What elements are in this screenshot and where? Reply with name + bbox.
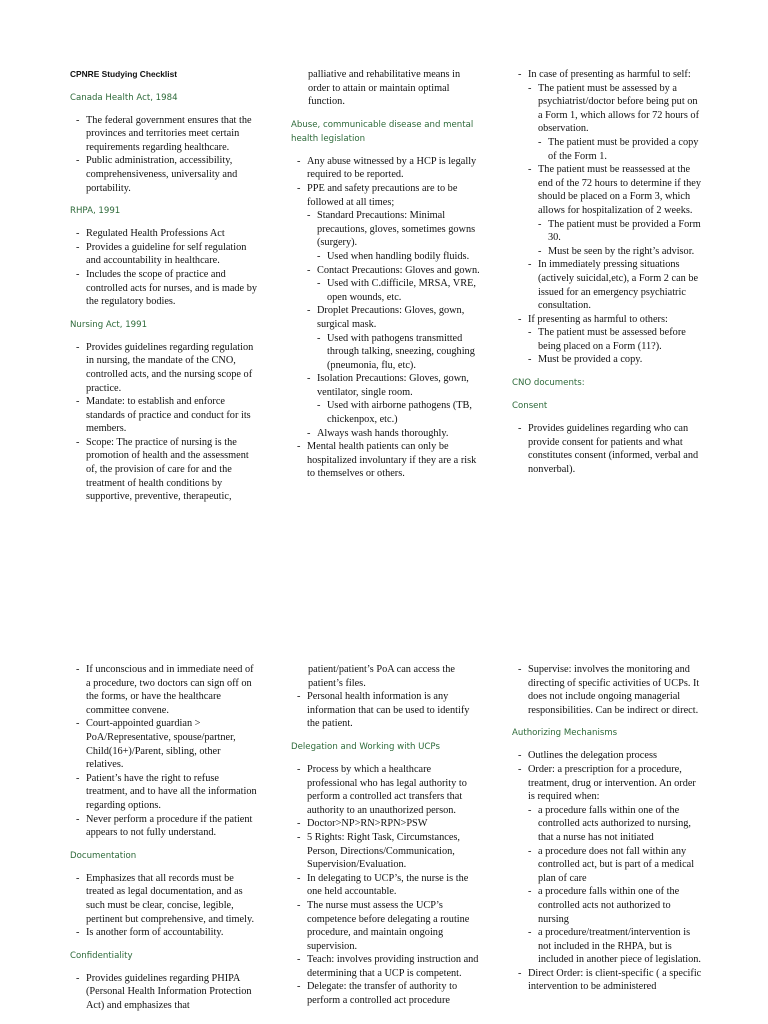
bullet-list: [76, 114, 260, 196]
dash-bullet-icon: -: [76, 772, 80, 784]
list-item-text: Direct Order: is client-specific ( a specific intervention to be administered: [528, 967, 702, 993]
dash-bullet-icon: -: [518, 313, 522, 325]
dash-bullet-icon: -: [76, 341, 80, 353]
dash-bullet-icon: -: [76, 114, 80, 126]
list-item: [518, 218, 702, 245]
list-item-text: Mandate: to establish and enforce standards of practice and conduct for its members.: [86, 396, 251, 435]
list-item-text: Any abuse witnessed by a HCP is legally required to be reported.: [307, 155, 477, 181]
bullet-list: [297, 763, 481, 1008]
dash-bullet-icon: -: [538, 136, 542, 148]
dash-bullet-icon: -: [297, 691, 301, 703]
bullet-list: [76, 341, 260, 504]
dash-bullet-icon: -: [76, 718, 80, 730]
list-item-text: Used when handling bodily fluids.: [327, 250, 470, 262]
dash-bullet-icon: -: [297, 899, 301, 911]
bullet-list: [297, 690, 481, 731]
list-item-text: Droplet Precautions: Gloves, gown, surgical mask.: [317, 305, 465, 330]
list-item: [76, 872, 260, 926]
list-item-text: Mental health patients can only be hospitalized involuntary if they are a risk to themselves or others.: [307, 441, 477, 480]
list-item: [76, 241, 260, 268]
list-item: [518, 258, 702, 312]
list-item: [518, 763, 702, 804]
list-item: [76, 114, 260, 155]
dash-bullet-icon: -: [317, 250, 321, 262]
dash-bullet-icon: -: [76, 228, 80, 240]
list-item: [297, 440, 481, 481]
list-item-text: a procedure falls within one of the controlled acts authorized to nursing, that a nurse has not initiated: [538, 804, 691, 843]
dash-bullet-icon: -: [297, 831, 301, 843]
list-item-text: The patient must be provided a copy of the Form 1.: [548, 136, 699, 162]
dash-bullet-icon: -: [518, 967, 522, 979]
list-item: [518, 82, 702, 136]
bullet-list: [76, 972, 260, 1013]
list-item: [518, 326, 702, 353]
list-item: [297, 831, 481, 872]
list-item: [518, 926, 702, 967]
list-item-text: Provides guidelines regarding PHIPA (Personal Health Information Protection Act) and emphasizes that: [86, 972, 252, 1011]
dash-bullet-icon: -: [297, 155, 301, 167]
list-item: [76, 717, 260, 771]
list-item: [297, 264, 481, 278]
bullet-list: [76, 663, 260, 840]
list-item-text: Never perform a procedure if the patient appears to not fully understand.: [86, 813, 253, 839]
dash-bullet-icon: -: [76, 972, 80, 984]
list-item-text: The patient must be provided a Form 30.: [548, 218, 701, 244]
list-item-text: Public administration, accessibility, comprehensiveness, universality and portability.: [86, 155, 238, 194]
list-item: [518, 245, 702, 259]
list-item: [297, 332, 481, 373]
list-item-text: 5 Rights: Right Task, Circumstances, Person, Directions/Communication, Supervision/Evaluation.: [307, 831, 460, 871]
section-heading-confidentiality: Confidentiality: [70, 950, 133, 961]
dash-bullet-icon: -: [76, 268, 80, 280]
page1-column-1: [70, 68, 260, 504]
list-item: [297, 427, 481, 441]
list-item-text: Process by which a healthcare professional who has legal authority to perform a controlled act transfers that authority to an unauthorized person.: [307, 763, 467, 816]
dash-bullet-icon: -: [297, 763, 301, 775]
list-item-text: PPE and safety precautions are to be followed at all times;: [307, 182, 458, 208]
list-item-text: Personal health information is any information that can be used to identify the patient.: [307, 691, 470, 730]
list-item: [518, 663, 702, 717]
list-item-text: In delegating to UCP’s, the nurse is the one held accountable.: [307, 872, 469, 898]
list-item-text: If unconscious and in immediate need of a procedure, two doctors can sign off on the forms, or have the healthcare committee convene.: [86, 664, 254, 716]
dash-bullet-icon: -: [297, 981, 301, 993]
list-item: [297, 304, 481, 331]
list-item: [76, 926, 260, 940]
section-heading-consent: Consent: [512, 401, 548, 412]
list-item-text: Isolation Precautions: Gloves, gown, ventilator, single room.: [317, 373, 469, 398]
list-item: [76, 227, 260, 241]
list-item-text: The nurse must assess the UCP’s competence before delegating a routine procedure, and maintain ongoing supervision.: [307, 899, 470, 952]
list-item-text: Delegate: the transfer of authority to perform a controlled act procedure: [307, 981, 458, 1007]
list-item-text: a procedure falls within one of the controlled acts not authorized to nursing: [538, 886, 680, 925]
nested-bullet-list: [297, 155, 481, 481]
section-heading-rhpa: RHPA, 1991: [70, 206, 121, 217]
list-item: [518, 136, 702, 163]
dash-bullet-icon: -: [307, 210, 311, 222]
section-heading-documentation: Documentation: [70, 850, 137, 861]
dash-bullet-icon: -: [76, 155, 80, 167]
list-item: [76, 436, 260, 504]
page1-column-3: [512, 68, 702, 476]
dash-bullet-icon: -: [76, 436, 80, 448]
page2-column-3: [512, 663, 702, 994]
nested-bullet-list: [518, 749, 702, 994]
dash-bullet-icon: -: [528, 259, 532, 271]
list-item: [518, 68, 702, 82]
list-item-text: a procedure does not fall within any controlled act, but is part of a medical plan of care: [538, 845, 695, 884]
dash-bullet-icon: -: [307, 427, 311, 439]
bullet-list: [518, 663, 702, 717]
list-item: [297, 250, 481, 264]
list-item-text: Supervise: involves the monitoring and directing of specific activities of UCPs. It does not include ongoing managerial responsibilities. Can be indirect or direct.: [528, 664, 700, 716]
document-title: CPNRE Studying Checklist: [70, 69, 178, 79]
list-item-text: Emphasizes that all records must be treated as legal documentation, and as such must be clear, concise, legible, pertinent but comprehensive, and timely.: [86, 872, 255, 925]
section-heading-cno-documents: CNO documents:: [512, 378, 585, 389]
list-item: [518, 353, 702, 367]
dash-bullet-icon: -: [518, 664, 522, 675]
list-item-text: Scope: The practice of nursing is the promotion of health and the assessment of, the provision of care for and the treatment of health conditions by supportive, preventive, therapeutic,: [86, 436, 249, 503]
list-item-text: In immediately pressing situations (actively suicidal,etc), a Form 2 can be issued for an emergency psychiatric consultation.: [538, 259, 699, 312]
list-item-text: Regulated Health Professions Act: [86, 228, 225, 240]
dash-bullet-icon: -: [297, 818, 301, 830]
continued-text: patient/patient’s PoA can access the patient’s files.: [308, 664, 455, 689]
continued-text: palliative and rehabilitative means in order to attain or maintain optimal function.: [308, 69, 461, 108]
dash-bullet-icon: -: [76, 872, 80, 884]
dash-bullet-icon: -: [297, 954, 301, 966]
dash-bullet-icon: -: [76, 396, 80, 408]
list-item-text: Used with pathogens transmitted through talking, sneezing, coughing (pneumonia, flu, etc).: [327, 332, 475, 371]
list-item-text: Provides guidelines regarding regulation in nursing, the mandate of the CNO, controlled acts, and the nursing scope of practice.: [86, 341, 254, 394]
page1-column-2: [291, 68, 481, 481]
section-heading-nursing-act: Nursing Act, 1991: [70, 319, 148, 330]
section-heading-delegation: Delegation and Working with UCPs: [291, 741, 440, 752]
list-item-text: If presenting as harmful to others:: [528, 313, 668, 325]
list-item: [518, 885, 702, 926]
list-item-text: Teach: involves providing instruction and determining that a UCP is competent.: [307, 954, 479, 979]
list-item: [76, 154, 260, 195]
bullet-list: [76, 227, 260, 309]
list-item: [297, 372, 481, 399]
list-item-text: Contact Precautions: Gloves and gown.: [317, 264, 480, 276]
dash-bullet-icon: -: [528, 927, 532, 939]
list-item: [76, 663, 260, 717]
dash-bullet-icon: -: [528, 327, 532, 339]
dash-bullet-icon: -: [518, 69, 522, 80]
dash-bullet-icon: -: [538, 218, 542, 230]
list-item-text: Patient’s have the right to refuse treatment, and to have all the information regarding options.: [86, 772, 257, 811]
dash-bullet-icon: -: [528, 354, 532, 366]
list-item-text: Always wash hands thoroughly.: [317, 427, 449, 439]
dash-bullet-icon: -: [528, 82, 532, 94]
list-item: [76, 268, 260, 309]
list-item-text: The patient must be assessed before being placed on a Form (11?).: [538, 327, 686, 352]
list-item: [297, 277, 481, 304]
list-item-text: The patient must be assessed by a psychiatrist/doctor before being put on a Form 1, which allows for 72 hours of observation.: [538, 82, 700, 135]
list-item: [518, 804, 702, 845]
list-item-text: In case of presenting as harmful to self:: [528, 69, 691, 80]
list-item: [518, 163, 702, 217]
list-item-text: Must be provided a copy.: [538, 354, 643, 366]
list-item-text: Provides guidelines regarding who can provide consent for patients and what constitutes consent (informed, verbal and nonverbal).: [528, 423, 699, 475]
list-item: [297, 155, 481, 182]
list-item-text: Used with C.difficile, MRSA, VRE, open wounds, etc.: [327, 278, 476, 303]
list-item: [297, 399, 481, 426]
dash-bullet-icon: -: [297, 182, 301, 194]
section-heading-abuse-legislation: Abuse, communicable disease and mental health legislation: [291, 119, 474, 144]
dash-bullet-icon: -: [528, 164, 532, 176]
dash-bullet-icon: -: [538, 245, 542, 257]
list-item-text: Includes the scope of practice and controlled acts for nurses, and is made by the regulatory bodies.: [86, 268, 257, 308]
dash-bullet-icon: -: [518, 750, 522, 762]
dash-bullet-icon: -: [528, 804, 532, 816]
list-item-text: The federal government ensures that the provinces and territories meet certain requirements regarding healthcare.: [86, 114, 252, 153]
list-item-text: Used with airborne pathogens (TB, chickenpox, etc.): [327, 400, 472, 426]
nested-bullet-list: [518, 68, 702, 367]
list-item-text: Standard Precautions: Minimal precautions, gloves, sometimes gowns (surgery).: [317, 210, 476, 249]
dash-bullet-icon: -: [297, 872, 301, 884]
list-item: [518, 845, 702, 886]
list-item: [297, 872, 481, 899]
list-item-text: a procedure/treatment/intervention is not included in the RHPA, but is included in another piece of legislation.: [538, 927, 701, 966]
dash-bullet-icon: -: [297, 441, 301, 453]
dash-bullet-icon: -: [76, 664, 80, 675]
list-item: [518, 749, 702, 763]
page2-column-1: [70, 663, 260, 1012]
dash-bullet-icon: -: [528, 845, 532, 857]
section-heading-canada-health-act: Canada Health Act, 1984: [70, 92, 178, 103]
dash-bullet-icon: -: [76, 241, 80, 253]
list-item: [76, 972, 260, 1013]
list-item-text: The patient must be reassessed at the end of the 72 hours to determine if they should be placed on a Form 3, which allows for hospitalization of 2 weeks.: [538, 164, 701, 216]
list-item: [297, 209, 481, 250]
page2-column-2: [291, 663, 481, 1008]
bullet-list: [518, 422, 702, 476]
list-item-text: Is another form of accountability.: [86, 927, 224, 939]
list-item: [297, 690, 481, 731]
list-item: [297, 817, 481, 831]
dash-bullet-icon: -: [528, 886, 532, 898]
list-item: [297, 953, 481, 980]
list-item-text: Provides a guideline for self regulation and accountability in healthcare.: [86, 241, 247, 267]
dash-bullet-icon: -: [307, 305, 311, 317]
list-item: [297, 182, 481, 209]
list-item: [518, 313, 702, 327]
list-item: [76, 395, 260, 436]
bullet-list: [76, 872, 260, 940]
list-item: [297, 899, 481, 953]
dash-bullet-icon: -: [76, 927, 80, 939]
dash-bullet-icon: -: [307, 373, 311, 385]
list-item-text: Doctor>NP>RN>RPN>PSW: [307, 818, 428, 830]
list-item-text: Outlines the delegation process: [528, 750, 657, 762]
dash-bullet-icon: -: [518, 423, 522, 435]
list-item: [518, 967, 702, 994]
list-item: [297, 980, 481, 1007]
dash-bullet-icon: -: [76, 813, 80, 825]
dash-bullet-icon: -: [317, 332, 321, 344]
list-item-text: Order: a prescription for a procedure, treatment, drug or intervention. An order is required when:: [528, 763, 696, 803]
list-item-text: Court-appointed guardian > PoA/Representative, spouse/partner, Child(16+)/Parent, sibling, other relatives.: [86, 718, 236, 771]
list-item: [76, 813, 260, 840]
list-item: [76, 341, 260, 395]
dash-bullet-icon: -: [307, 264, 311, 276]
dash-bullet-icon: -: [317, 278, 321, 290]
list-item-text: Must be seen by the right’s advisor.: [548, 245, 695, 257]
list-item: [297, 763, 481, 817]
list-item: [76, 772, 260, 813]
dash-bullet-icon: -: [317, 400, 321, 412]
section-heading-authorizing-mechanisms: Authorizing Mechanisms: [512, 728, 618, 739]
list-item: [518, 422, 702, 476]
dash-bullet-icon: -: [518, 763, 522, 775]
